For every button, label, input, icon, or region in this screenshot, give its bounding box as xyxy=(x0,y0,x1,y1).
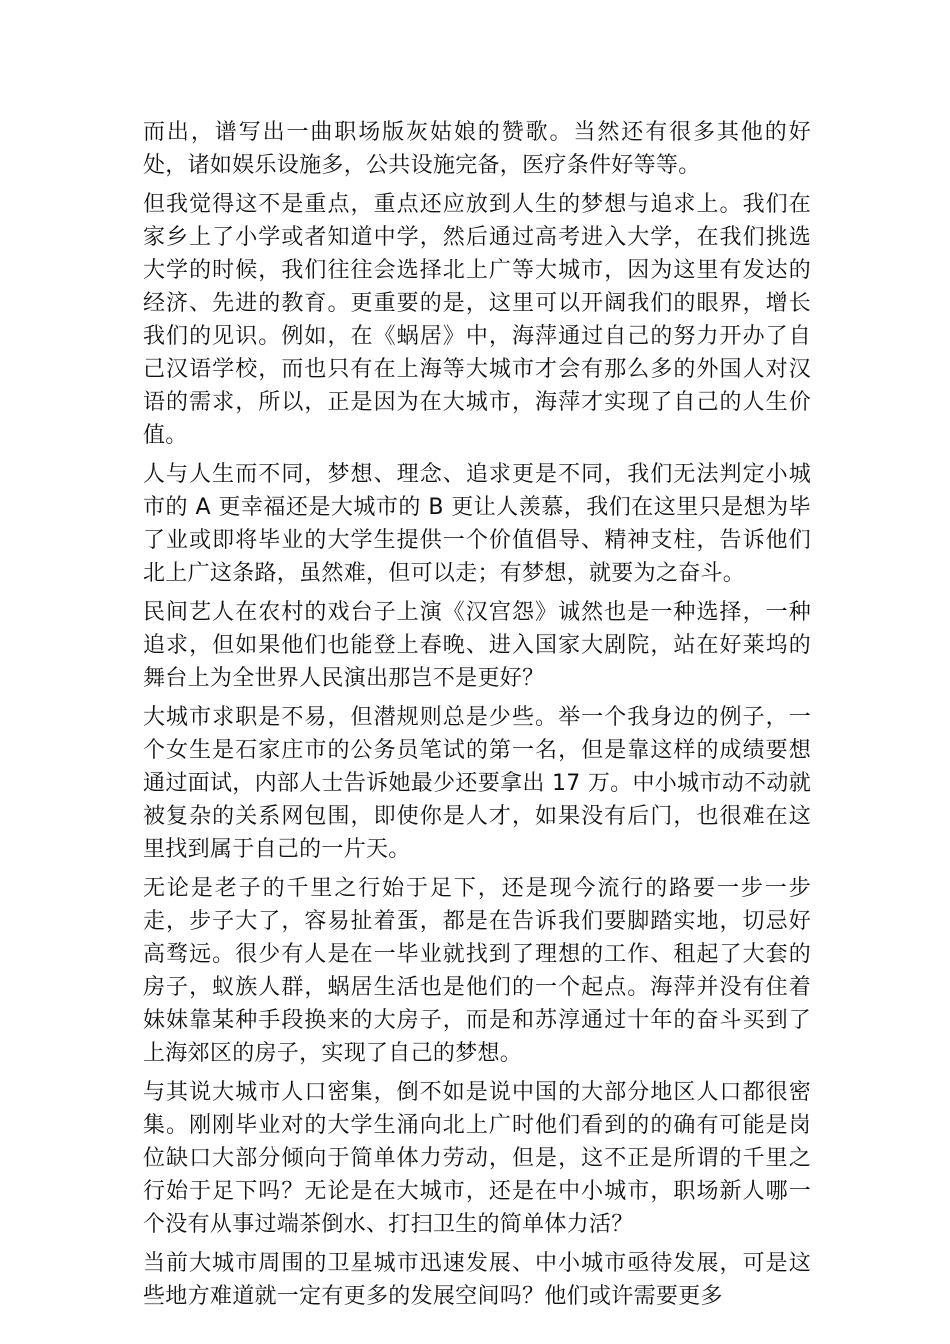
paragraph-7: 与其说大城市人口密集，倒不如是说中国的大部分地区人口都很密集。刚刚毕业对的大学生涌向北上广时他们看到的的确有可能是岗位缺口大部分倾向于简单体力劳动，但是，这不正是所谓的千里之行始于足下吗？无论是在大城市，还是在中小城市，职场新人哪一个没有从事过端茶倒水、打扫卫生的简单体力活？ xyxy=(143,1080,811,1237)
paragraph-4: 民间艺人在农村的戏台子上演《汉宫怨》诚然也是一种选择，一种追求，但如果他们也能登上春晚、进入国家大剧院，站在好莱坞的舞台上为全世界人民演出那岂不是更好？ xyxy=(143,600,811,691)
paragraph-1: 而出，谱写出一曲职场版灰姑娘的赞歌。当然还有很多其他的好处，诸如娱乐设施多，公共设施完备，医疗条件好等等。 xyxy=(143,120,811,178)
paragraph-2: 但我觉得这不是重点，重点还应放到人生的梦想与追求上。我们在家乡上了小学或者知道中学，然后通过高考进入大学，在我们挑选大学的时候，我们往往会选择北上广等大城市，因为这里有发达的经济、先进的教育。更重要的是，这里可以开阔我们的眼界，增长我们的见识。例如，在《蜗居》中，海萍通过自己的努力开办了自己汉语学校，而也只有在上海等大城市才会有那么多的外国人对汉语的需求，所以，正是因为在大城市，海萍才实现了自己的人生价值。 xyxy=(143,192,811,448)
paragraph-6: 无论是老子的千里之行始于足下，还是现今流行的路要一步一步走，步子大了，容易扯着蛋，都是在告诉我们要脚踏实地，切忌好高骛远。很少有人是在一毕业就找到了理想的工作、租起了大套的房子，蚁族人群，蜗居生活也是他们的一个起点。海萍并没有住着妹妹靠某种手段换来的大房子，而是和苏淳通过十年的奋斗买到了上海郊区的房子，实现了自己的梦想。 xyxy=(143,876,811,1066)
paragraph-5: 大城市求职是不易，但潜规则总是少些。举一个我身边的例子，一个女生是石家庄市的公务员笔试的第一名，但是靠这样的成绩要想通过面试，内部人士告诉她最少还要拿出 17 万。中小城市动不动就被复杂的关系网包围，即使你是人才，如果没有后门，也很难在这里找到属于自己的一片天。 xyxy=(143,705,811,862)
paragraph-8: 当前大城市周围的卫星城市迅速发展、中小城市亟待发展，可是这些地方难道就一定有更多的发展空间吗？他们或许需要更多 xyxy=(143,1251,811,1309)
paragraph-3: 人与人生而不同，梦想、理念、追求更是不同，我们无法判定小城市的 A 更幸福还是大城市的 B 更让人羡慕，我们在这里只是想为毕了业或即将毕业的大学生提供一个价值倡导、精神支柱，告诉他们北上广这条路，虽然难，但可以走；有梦想，就要为之奋斗。 xyxy=(143,462,811,586)
article-body xyxy=(143,116,811,1319)
